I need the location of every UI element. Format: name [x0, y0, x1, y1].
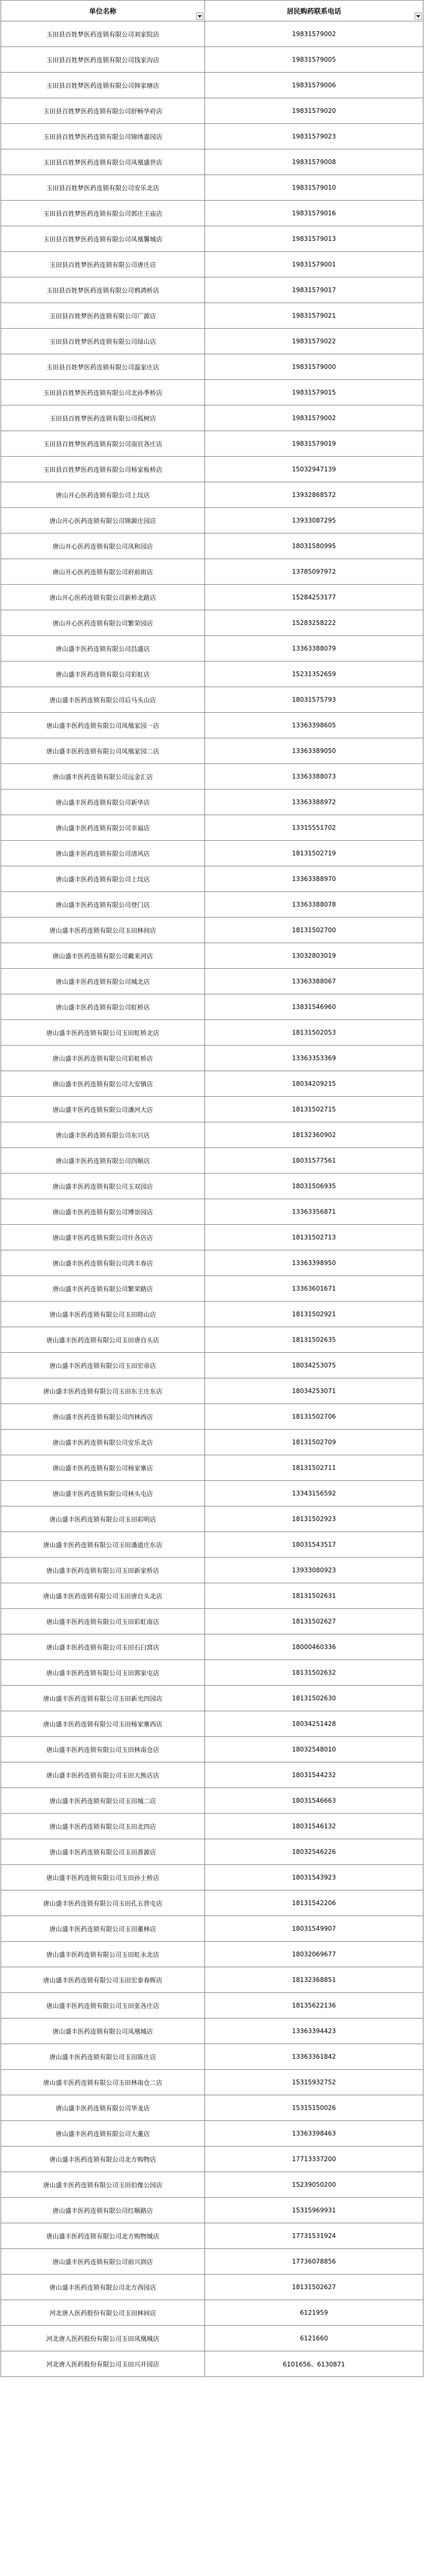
phone-cell: 19831579013: [205, 226, 423, 252]
phone-cell: 13363388073: [205, 764, 423, 790]
unit-name-cell: 唐山盛丰医药连锁有限公司玉田彩明店: [1, 1506, 205, 1532]
phone-cell: 13363394423: [205, 2018, 423, 2044]
unit-name-cell: 唐山盛丰医药连锁有限公司虹桥店: [1, 994, 205, 1020]
table-row: [1, 841, 423, 866]
table-row: [1, 73, 423, 98]
phone-cell: 19831579008: [205, 149, 423, 175]
phone-cell: 19831579016: [205, 201, 423, 226]
table-row: [1, 1506, 423, 1532]
table-row: [1, 508, 423, 533]
table-row: [1, 47, 423, 73]
table-row: [1, 1993, 423, 2018]
unit-name-cell: 唐山盛丰医药连锁有限公司玉田彩虹南店: [1, 1609, 205, 1634]
unit-name-cell: 玉田县百姓梦医药连锁有限公司锦绣嘉园店: [1, 124, 205, 149]
table-row: [1, 994, 423, 1020]
unit-name-cell: 唐山盛丰医药连锁有限公司玉田普源店: [1, 1839, 205, 1865]
unit-name-cell: 唐山盛丰医药连锁有限公司城北店: [1, 969, 205, 994]
table-row: [1, 943, 423, 969]
phone-cell: 13032803019: [205, 943, 423, 969]
unit-name-cell: 唐山盛丰医药连锁有限公司玉田石臼窝店: [1, 1634, 205, 1660]
phone-cell: 13363388972: [205, 790, 423, 815]
unit-name-cell: 唐山盛丰医药连锁有限公司玉田虹桥北店: [1, 1020, 205, 1046]
table-row: [1, 1762, 423, 1788]
unit-name-cell: 唐山盛丰医药连锁有限公司四顺店: [1, 1148, 205, 1174]
phone-cell: 15032947139: [205, 457, 423, 482]
unit-name-cell: 唐山盛丰医药连锁有限公司玉田孔五营屯店: [1, 1890, 205, 1916]
phone-cell: 13363388970: [205, 866, 423, 892]
phone-cell: 13363398605: [205, 713, 423, 738]
phone-cell: 18031543923: [205, 1865, 423, 1890]
table-row: [1, 2223, 423, 2249]
unit-name-cell: 唐山盛丰医药连锁有限公司凤凰城店: [1, 2018, 205, 2044]
table-row: [1, 2146, 423, 2172]
unit-name-cell: 唐山盛丰医药连锁有限公司玉田张各庄店: [1, 1993, 205, 2018]
unit-name-cell: 唐山盛丰医药连锁有限公司玉田董林店: [1, 1916, 205, 1942]
table-row: [1, 175, 423, 201]
table-row: [1, 1839, 423, 1865]
phone-cell: 18000460336: [205, 1634, 423, 1660]
table-row: [1, 1686, 423, 1711]
phone-cell: 13785097972: [205, 559, 423, 585]
table-row: [1, 610, 423, 636]
table-row: [1, 2275, 423, 2300]
phone-cell: 18131502715: [205, 1097, 423, 1122]
table-row: [1, 380, 423, 405]
table-row: [1, 585, 423, 610]
unit-name-cell: 唐山盛丰医药连锁有限公司玉田虹永北店: [1, 1942, 205, 1967]
unit-name-cell: 唐山盛丰医药连锁有限公司清风店: [1, 841, 205, 866]
unit-name-cell: 玉田县百姓梦医药连锁有限公司凤凰盛世店: [1, 149, 205, 175]
unit-name-cell: 唐山盛丰医药连锁有限公司杨家寨店: [1, 1455, 205, 1481]
phone-cell: 15315150026: [205, 2095, 423, 2121]
table-row: [1, 1250, 423, 1276]
filter-dropdown-icon[interactable]: [415, 13, 422, 20]
unit-name-cell: 玉田县百姓梦医药连锁有限公司钱家沟店: [1, 47, 205, 73]
table-row: [1, 969, 423, 994]
table-row: [1, 764, 423, 790]
phone-cell: 18031575793: [205, 687, 423, 713]
phone-cell: 6101656、6130871: [205, 2351, 423, 2377]
table-row: [1, 738, 423, 764]
phone-cell: 18131502709: [205, 1430, 423, 1455]
unit-name-cell: 唐山盛丰医药连锁有限公司什各店店: [1, 1225, 205, 1250]
phone-cell: 13831546960: [205, 994, 423, 1020]
unit-name-cell: 唐山盛丰医药连锁有限公司玉田林南仓店: [1, 1737, 205, 1762]
unit-name-cell: 玉田县百姓梦医药连锁有限公司北孙季桥店: [1, 380, 205, 405]
unit-name-cell: 唐山盛丰医药连锁有限公司玉田睦山店: [1, 1302, 205, 1327]
unit-name-cell: 唐山盛丰医药连锁有限公司大安镇店: [1, 1071, 205, 1097]
phone-cell: 19831579022: [205, 329, 423, 354]
phone-cell: 13363388079: [205, 636, 423, 662]
phone-cell: 19831579023: [205, 124, 423, 149]
table-row: [1, 1865, 423, 1890]
phone-cell: 13315551702: [205, 815, 423, 841]
unit-name-cell: 唐山盛丰医药连锁有限公司远金汇店: [1, 764, 205, 790]
unit-name-cell: 唐山盛丰医药连锁有限公司玉田郭家屯店: [1, 1660, 205, 1686]
phone-cell: 19831579000: [205, 354, 423, 380]
filter-dropdown-icon[interactable]: [196, 13, 203, 20]
unit-name-cell: 唐山盛丰医药连锁有限公司繁荣路店: [1, 1276, 205, 1302]
table-row: [1, 2018, 423, 2044]
table-row: [1, 277, 423, 303]
header-phone-label: 居民购药联系电话: [287, 8, 341, 16]
table-row: [1, 1302, 423, 1327]
table-row: [1, 1020, 423, 1046]
phone-cell: 18131502627: [205, 2275, 423, 2300]
unit-name-cell: 唐山盛丰医药连锁有限公司玉田城二店: [1, 1788, 205, 1814]
unit-name-cell: 唐山盛丰医药连锁有限公司玉双园店: [1, 1174, 205, 1199]
unit-name-cell: 玉田县百姓梦医药连锁有限公司南官各庄店: [1, 431, 205, 457]
table-row: [1, 2249, 423, 2275]
table-row: [1, 1660, 423, 1686]
table-row: [1, 1609, 423, 1634]
phone-cell: 17736078856: [205, 2249, 423, 2275]
table-row: [1, 124, 423, 149]
table-row: [1, 1430, 423, 1455]
unit-name-cell: 玉田县百姓梦医药连锁有限公司温家庄店: [1, 354, 205, 380]
table-row: [1, 482, 423, 508]
phone-cell: 15283258222: [205, 610, 423, 636]
table-row: [1, 815, 423, 841]
unit-name-cell: 唐山开心医药连锁有限公司新桥北路店: [1, 585, 205, 610]
phone-cell: 15239050200: [205, 2172, 423, 2198]
phone-cell: 19831579017: [205, 277, 423, 303]
phone-cell: 6121959: [205, 2300, 423, 2326]
table-row: [1, 559, 423, 585]
unit-name-cell: 唐山盛丰医药连锁有限公司前兴润店: [1, 2249, 205, 2275]
unit-name-cell: 唐山盛丰医药连锁有限公司玉田潘道庄东店: [1, 1532, 205, 1558]
unit-name-cell: 唐山盛丰医药连锁有限公司上坟店: [1, 866, 205, 892]
phone-cell: 19831579002: [205, 21, 423, 47]
unit-name-cell: 唐山盛丰医药连锁有限公司红顺路店: [1, 2198, 205, 2223]
unit-name-cell: 唐山盛丰医药连锁有限公司安乐北店: [1, 1430, 205, 1455]
header-unit-name-label: 单位名称: [89, 8, 117, 16]
phone-cell: 13363388078: [205, 892, 423, 918]
table-row: [1, 2326, 423, 2351]
phone-cell: 13933087295: [205, 508, 423, 533]
unit-name-cell: 唐山盛丰医药连锁有限公司彩虹桥店: [1, 1046, 205, 1071]
unit-name-cell: 唐山盛丰医药连锁有限公司博崇园店: [1, 1199, 205, 1225]
phone-cell: 13363388067: [205, 969, 423, 994]
phone-cell: 18131502630: [205, 1686, 423, 1711]
phone-cell: 19831579001: [205, 252, 423, 277]
phone-cell: 13932868572: [205, 482, 423, 508]
phone-cell: 18032069677: [205, 1942, 423, 1967]
phone-cell: 18131502706: [205, 1404, 423, 1430]
unit-name-cell: 玉田县百姓梦医药连锁有限公司凤凰馨城店: [1, 226, 205, 252]
table-row: [1, 1737, 423, 1762]
phone-cell: 17731531924: [205, 2223, 423, 2249]
phone-cell: 15315969931: [205, 2198, 423, 2223]
phone-cell: 15231352659: [205, 662, 423, 687]
phone-cell: 19831579005: [205, 47, 423, 73]
phone-cell: 13363398950: [205, 1250, 423, 1276]
unit-name-cell: 唐山盛丰医药连锁有限公司北方西园店: [1, 2275, 205, 2300]
table-row: [1, 1532, 423, 1558]
table-row: [1, 1327, 423, 1353]
table-row: [1, 713, 423, 738]
unit-name-cell: 唐山盛丰医药连锁有限公司昌盛店: [1, 636, 205, 662]
unit-name-cell: 唐山盛丰医药连锁有限公司玉田北四店: [1, 1814, 205, 1839]
unit-name-cell: 唐山盛丰医药连锁有限公司玉田大熊店店: [1, 1762, 205, 1788]
unit-name-cell: 玉田县百姓梦医药连锁有限公司舒畅华府店: [1, 98, 205, 124]
phone-cell: 19831579021: [205, 303, 423, 329]
unit-name-cell: 唐山盛丰医药连锁有限公司玉田林间店: [1, 918, 205, 943]
unit-name-cell: 唐山盛丰医药连锁有限公司北方购物店: [1, 2146, 205, 2172]
unit-name-cell: 唐山开心医药连锁有限公司上坟店: [1, 482, 205, 508]
phone-cell: 18031546132: [205, 1814, 423, 1839]
table-row: [1, 2121, 423, 2146]
header-phone: [205, 1, 423, 21]
table-row: [1, 1071, 423, 1097]
phone-cell: 17713337200: [205, 2146, 423, 2172]
unit-name-cell: 唐山盛丰医药连锁有限公司东兴店: [1, 1122, 205, 1148]
phone-cell: 18135622136: [205, 1993, 423, 2018]
unit-name-cell: 玉田县百姓梦医药连锁有限公司安乐北店: [1, 175, 205, 201]
table-row: [1, 2300, 423, 2326]
unit-name-cell: 唐山盛丰医药连锁有限公司玉田唐自头北店: [1, 1583, 205, 1609]
phone-cell: 13363601671: [205, 1276, 423, 1302]
unit-name-cell: 唐山盛丰医药连锁有限公司登门店: [1, 892, 205, 918]
phone-cell: 15315932752: [205, 2070, 423, 2095]
table-row: [1, 1199, 423, 1225]
unit-name-cell: 唐山盛丰医药连锁有限公司玉田新光四园店: [1, 1686, 205, 1711]
unit-name-cell: 唐山盛丰医药连锁有限公司凤凰家园一店: [1, 713, 205, 738]
table-row: [1, 1378, 423, 1404]
phone-cell: 18131502631: [205, 1583, 423, 1609]
unit-name-cell: 唐山盛丰医药连锁有限公司大董店: [1, 2121, 205, 2146]
unit-name-cell: 玉田县百姓梦医药连锁有限公司绿山店: [1, 329, 205, 354]
unit-name-cell: 唐山盛丰医药连锁有限公司玉田唐自头店: [1, 1327, 205, 1353]
phone-cell: 13363361842: [205, 2044, 423, 2070]
phone-cell: 18031543517: [205, 1532, 423, 1558]
table-row: [1, 201, 423, 226]
unit-name-cell: 唐山盛丰医药连锁有限公司玉田东王庄东店: [1, 1378, 205, 1404]
unit-name-cell: 玉田县百姓梦医药连锁有限公司孤树店: [1, 405, 205, 431]
table-row: [1, 636, 423, 662]
phone-cell: 19831579020: [205, 98, 423, 124]
table-row: [1, 1122, 423, 1148]
phone-cell: 18032546226: [205, 1839, 423, 1865]
unit-name-cell: 唐山开心医药连锁有限公司府前街店: [1, 559, 205, 585]
table-row: [1, 1711, 423, 1737]
table-row: [1, 1404, 423, 1430]
phone-cell: 18131502711: [205, 1455, 423, 1481]
table-row: [1, 1455, 423, 1481]
table-row: [1, 662, 423, 687]
phone-cell: 18131502627: [205, 1609, 423, 1634]
table-row: [1, 1634, 423, 1660]
phone-cell: 13363389050: [205, 738, 423, 764]
table-body: [1, 21, 423, 2377]
table-row: [1, 1890, 423, 1916]
phone-cell: 18131502719: [205, 841, 423, 866]
phone-cell: 18034209215: [205, 1071, 423, 1097]
header-unit-name: [1, 1, 205, 21]
unit-name-cell: 唐山盛丰医药连锁有限公司潘河大店: [1, 1097, 205, 1122]
table-row: [1, 533, 423, 559]
phone-cell: 13363353369: [205, 1046, 423, 1071]
table-row: [1, 354, 423, 380]
phone-cell: 13363356871: [205, 1199, 423, 1225]
table-row: [1, 405, 423, 431]
unit-name-cell: 唐山盛丰医药连锁有限公司玉田陈庄店: [1, 2044, 205, 2070]
unit-name-cell: 玉田县百姓梦医药连锁有限公司郭庄王庙店: [1, 201, 205, 226]
pharmacy-contact-table: [1, 0, 423, 2377]
phone-cell: 18031544232: [205, 1762, 423, 1788]
unit-name-cell: 唐山盛丰医药连锁有限公司四林西店: [1, 1404, 205, 1430]
table-row: [1, 252, 423, 277]
phone-cell: 13363398463: [205, 2121, 423, 2146]
table-row: [1, 1046, 423, 1071]
phone-cell: 6121660: [205, 2326, 423, 2351]
table-row: [1, 1583, 423, 1609]
phone-cell: 19831579010: [205, 175, 423, 201]
unit-name-cell: 唐山盛丰医药连锁有限公司戴来河店: [1, 943, 205, 969]
unit-name-cell: 玉田县百姓梦医药连锁有限公司唐庄店: [1, 252, 205, 277]
unit-name-cell: 唐山开心医药连锁有限公司繁荣园店: [1, 610, 205, 636]
unit-name-cell: 唐山盛丰医药连锁有限公司玉田孙土桥店: [1, 1865, 205, 1890]
unit-name-cell: 玉田县百姓梦医药连锁有限公司广源店: [1, 303, 205, 329]
table-row: [1, 149, 423, 175]
phone-cell: 18131502632: [205, 1660, 423, 1686]
phone-cell: 18031549907: [205, 1916, 423, 1942]
phone-cell: 18034251428: [205, 1711, 423, 1737]
phone-cell: 19831579006: [205, 73, 423, 98]
unit-name-cell: 唐山盛丰医药连锁有限公司华龙店: [1, 2095, 205, 2121]
phone-cell: 18131502053: [205, 1020, 423, 1046]
phone-cell: 19831579002: [205, 405, 423, 431]
phone-cell: 18031506935: [205, 1174, 423, 1199]
table-row: [1, 2351, 423, 2377]
table-row: [1, 1558, 423, 1583]
table-row: [1, 1942, 423, 1967]
table-row: [1, 303, 423, 329]
table-row: [1, 892, 423, 918]
unit-name-cell: 唐山盛丰医药连锁有限公司后马头山店: [1, 687, 205, 713]
unit-name-cell: 唐山开心医药连锁有限公司锦源庄园店: [1, 508, 205, 533]
phone-cell: 18132360902: [205, 1122, 423, 1148]
unit-name-cell: 唐山盛丰医药连锁有限公司玉田宏帝店: [1, 1353, 205, 1378]
table-row: [1, 1481, 423, 1506]
unit-name-cell: 唐山盛丰医药连锁有限公司玉田林南仓二店: [1, 2070, 205, 2095]
table-row: [1, 2095, 423, 2121]
phone-cell: 18031580995: [205, 533, 423, 559]
phone-cell: 15284253177: [205, 585, 423, 610]
phone-cell: 18131502713: [205, 1225, 423, 1250]
phone-cell: 18131502921: [205, 1302, 423, 1327]
table-row: [1, 1916, 423, 1942]
table-row: [1, 457, 423, 482]
phone-cell: 13933080923: [205, 1558, 423, 1583]
table-row: [1, 1788, 423, 1814]
unit-name-cell: 唐山盛丰医药连锁有限公司幸福店: [1, 815, 205, 841]
unit-name-cell: 唐山盛丰医药连锁有限公司北方购物城店: [1, 2223, 205, 2249]
table-row: [1, 1174, 423, 1199]
table-row: [1, 790, 423, 815]
table-row: [1, 2044, 423, 2070]
table-row: [1, 1097, 423, 1122]
table-row: [1, 918, 423, 943]
table-row: [1, 98, 423, 124]
unit-name-cell: 唐山盛丰医药连锁有限公司鸿丰春店: [1, 1250, 205, 1276]
table-row: [1, 329, 423, 354]
table-row: [1, 866, 423, 892]
unit-name-cell: 唐山盛丰医药连锁有限公司玉田杨家寨西店: [1, 1711, 205, 1737]
unit-name-cell: 唐山盛丰医药连锁有限公司玉田新家桥店: [1, 1558, 205, 1583]
unit-name-cell: 玉田县百姓梦医药连锁有限公司鸦鸿桥店: [1, 277, 205, 303]
unit-name-cell: 唐山盛丰医药连锁有限公司新华店: [1, 790, 205, 815]
unit-name-cell: 唐山盛丰医药连锁有限公司玉田宏泰春晖店: [1, 1967, 205, 1993]
unit-name-cell: 唐山开心医药连锁有限公司凤和园店: [1, 533, 205, 559]
phone-cell: 18034253075: [205, 1353, 423, 1378]
unit-name-cell: 河北唐人医药股份有限公司玉田凤凰城店: [1, 2326, 205, 2351]
phone-cell: 18131502700: [205, 918, 423, 943]
phone-cell: 18032548010: [205, 1737, 423, 1762]
phone-cell: 19831579015: [205, 380, 423, 405]
table-row: [1, 1967, 423, 1993]
table-row: [1, 226, 423, 252]
table-row: [1, 1276, 423, 1302]
phone-cell: 19831579019: [205, 431, 423, 457]
phone-cell: 18131502635: [205, 1327, 423, 1353]
table-row: [1, 2172, 423, 2198]
unit-name-cell: 玉田县百姓梦医药连锁有限公司韩家塘店: [1, 73, 205, 98]
table-row: [1, 1225, 423, 1250]
unit-name-cell: 河北唐人医药股份有限公司玉田兴开园店: [1, 2351, 205, 2377]
table-row: [1, 2070, 423, 2095]
unit-name-cell: 玉田县百姓梦医药连锁有限公司刘家院店: [1, 21, 205, 47]
phone-cell: 18131542206: [205, 1890, 423, 1916]
phone-cell: 13343156592: [205, 1481, 423, 1506]
table-row: [1, 1148, 423, 1174]
phone-cell: 18132368851: [205, 1967, 423, 1993]
unit-name-cell: 唐山盛丰医药连锁有限公司玉田伯像公园店: [1, 2172, 205, 2198]
unit-name-cell: 唐山盛丰医药连锁有限公司彩虹店: [1, 662, 205, 687]
table-row: [1, 1353, 423, 1378]
table-row: [1, 1814, 423, 1839]
phone-cell: 18034253071: [205, 1378, 423, 1404]
table-row: [1, 431, 423, 457]
unit-name-cell: 玉田县百姓梦医药连锁有限公司杨家板桥店: [1, 457, 205, 482]
table-row: [1, 687, 423, 713]
unit-name-cell: 唐山盛丰医药连锁有限公司凤凰家园二店: [1, 738, 205, 764]
unit-name-cell: 河北唐人医药股份有限公司玉田林间店: [1, 2300, 205, 2326]
phone-cell: 18031577561: [205, 1148, 423, 1174]
table-row: [1, 21, 423, 47]
phone-cell: 18031546663: [205, 1788, 423, 1814]
table-row: [1, 2198, 423, 2223]
header-row: [1, 1, 423, 21]
phone-cell: 18131502923: [205, 1506, 423, 1532]
unit-name-cell: 唐山盛丰医药连锁有限公司林头屯店: [1, 1481, 205, 1506]
